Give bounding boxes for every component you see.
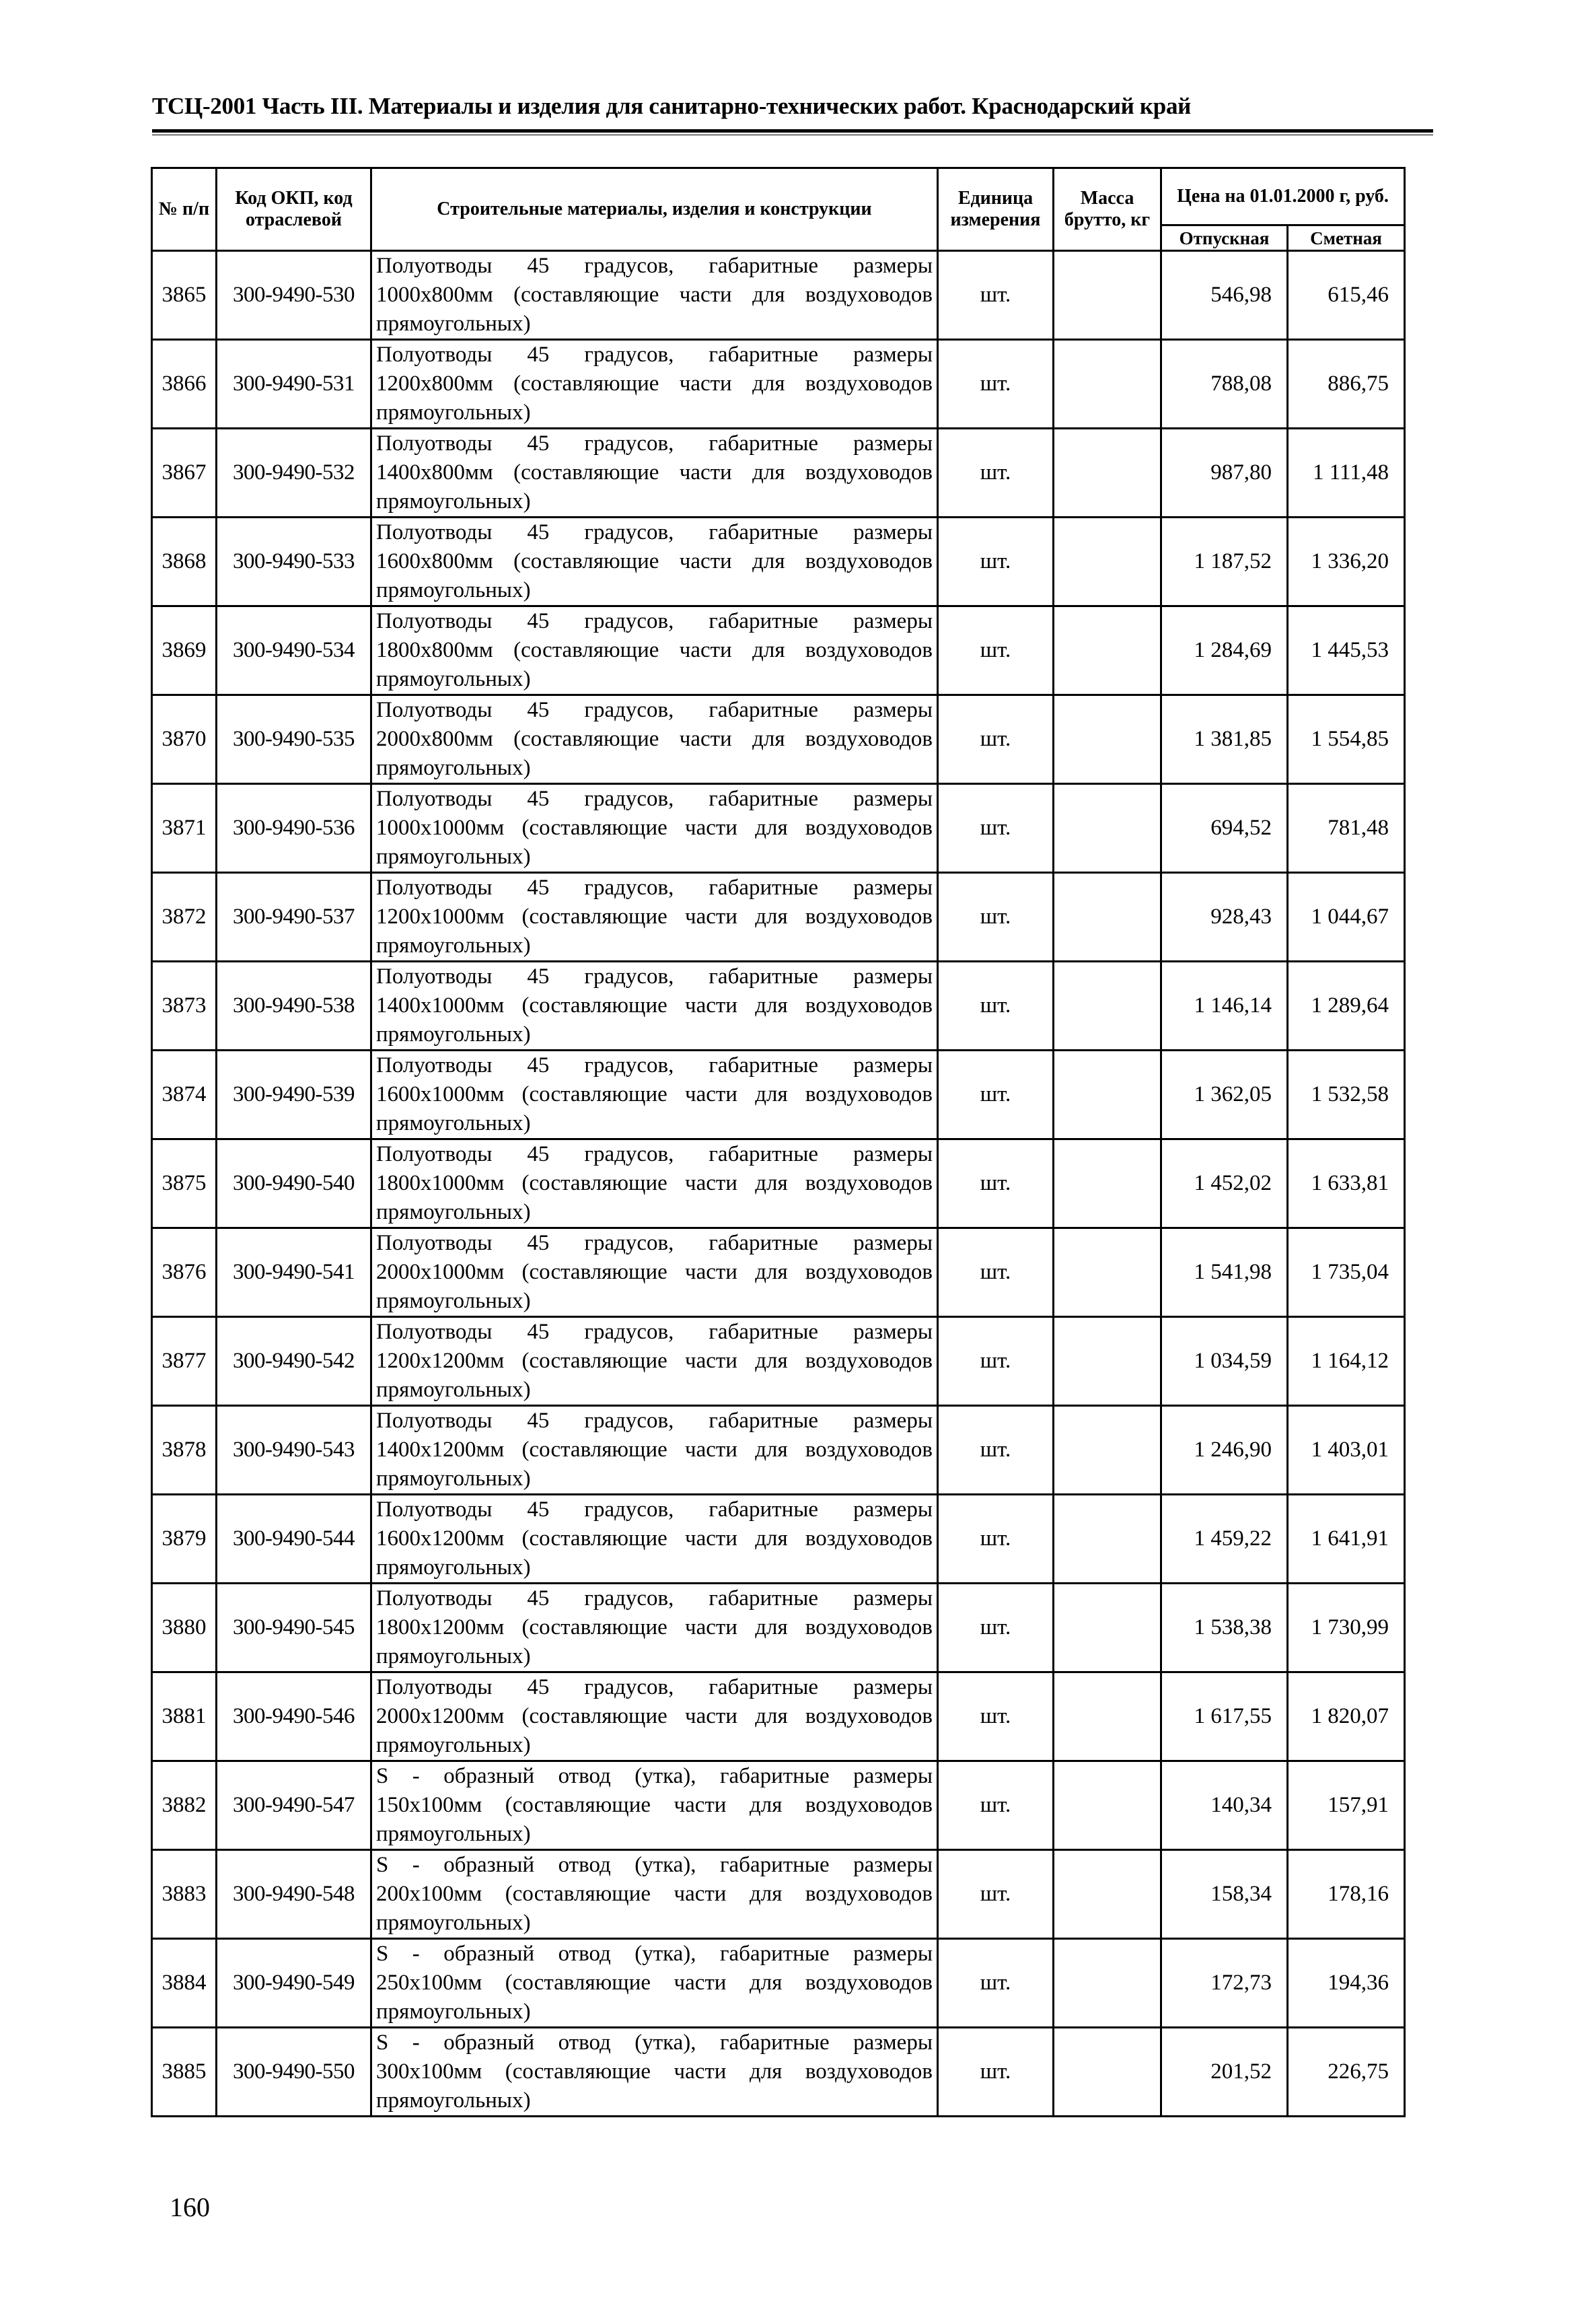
estimate-price: 1 735,04 xyxy=(1288,1228,1405,1317)
unit-of-measure: шт. xyxy=(938,2028,1054,2117)
release-price: 694,52 xyxy=(1161,784,1288,873)
estimate-price: 1 730,99 xyxy=(1288,1584,1405,1672)
row-number: 3883 xyxy=(152,1850,217,1939)
okp-code: 300-9490-539 xyxy=(217,1051,371,1139)
okp-code: 300-9490-549 xyxy=(217,1939,371,2028)
table-row xyxy=(152,1495,1405,1584)
gross-mass xyxy=(1054,962,1161,1051)
release-price: 1 146,14 xyxy=(1161,962,1288,1051)
unit-of-measure: шт. xyxy=(938,429,1054,518)
unit-of-measure: шт. xyxy=(938,962,1054,1051)
gross-mass xyxy=(1054,1406,1161,1495)
table-row xyxy=(152,1850,1405,1939)
release-price: 1 246,90 xyxy=(1161,1406,1288,1495)
row-number: 3875 xyxy=(152,1139,217,1228)
row-number: 3873 xyxy=(152,962,217,1051)
okp-code: 300-9490-536 xyxy=(217,784,371,873)
row-number: 3871 xyxy=(152,784,217,873)
release-price: 201,52 xyxy=(1161,2028,1288,2117)
okp-code: 300-9490-535 xyxy=(217,695,371,784)
release-price: 1 538,38 xyxy=(1161,1584,1288,1672)
release-price: 788,08 xyxy=(1161,340,1288,429)
estimate-price: 781,48 xyxy=(1288,784,1405,873)
table-row xyxy=(152,429,1405,518)
okp-code: 300-9490-548 xyxy=(217,1850,371,1939)
okp-code: 300-9490-530 xyxy=(217,251,371,340)
unit-of-measure: шт. xyxy=(938,1228,1054,1317)
row-number: 3874 xyxy=(152,1051,217,1139)
table-row xyxy=(152,606,1405,695)
gross-mass xyxy=(1054,1672,1161,1761)
item-name: S - образный отвод (утка), габаритные размеры 200х100мм (составляющие части для воздуховодов прямоугольных) xyxy=(371,1850,938,1939)
estimate-price: 1 044,67 xyxy=(1288,873,1405,962)
unit-of-measure: шт. xyxy=(938,340,1054,429)
release-price: 1 541,98 xyxy=(1161,1228,1288,1317)
okp-code: 300-9490-547 xyxy=(217,1761,371,1850)
item-name: Полуотводы 45 градусов, габаритные размеры 1000х1000мм (составляющие части для воздуховодов прямоугольных) xyxy=(371,784,938,873)
table-row xyxy=(152,873,1405,962)
estimate-price: 1 445,53 xyxy=(1288,606,1405,695)
row-number: 3866 xyxy=(152,340,217,429)
table-row xyxy=(152,340,1405,429)
estimate-price: 1 336,20 xyxy=(1288,518,1405,606)
table-row xyxy=(152,1761,1405,1850)
okp-code: 300-9490-531 xyxy=(217,340,371,429)
release-price: 140,34 xyxy=(1161,1761,1288,1850)
table-row xyxy=(152,518,1405,606)
gross-mass xyxy=(1054,1939,1161,2028)
item-name: Полуотводы 45 градусов, габаритные размеры 1600х1000мм (составляющие части для воздуховодов прямоугольных) xyxy=(371,1051,938,1139)
row-number: 3882 xyxy=(152,1761,217,1850)
gross-mass xyxy=(1054,2028,1161,2117)
item-name: Полуотводы 45 градусов, габаритные размеры 1200х800мм (составляющие части для воздуховодов прямоугольных) xyxy=(371,340,938,429)
row-number: 3880 xyxy=(152,1584,217,1672)
okp-code: 300-9490-543 xyxy=(217,1406,371,1495)
unit-of-measure: шт. xyxy=(938,1051,1054,1139)
item-name: Полуотводы 45 градусов, габаритные размеры 1800х1200мм (составляющие части для воздуховодов прямоугольных) xyxy=(371,1584,938,1672)
table-row xyxy=(152,1584,1405,1672)
table-row xyxy=(152,1051,1405,1139)
unit-of-measure: шт. xyxy=(938,1761,1054,1850)
gross-mass xyxy=(1054,340,1161,429)
release-price: 987,80 xyxy=(1161,429,1288,518)
table-row xyxy=(152,1317,1405,1406)
estimate-price: 1 641,91 xyxy=(1288,1495,1405,1584)
release-price: 172,73 xyxy=(1161,1939,1288,2028)
row-number: 3869 xyxy=(152,606,217,695)
gross-mass xyxy=(1054,1317,1161,1406)
gross-mass xyxy=(1054,429,1161,518)
unit-of-measure: шт. xyxy=(938,1584,1054,1672)
table-row xyxy=(152,2028,1405,2117)
release-price: 1 034,59 xyxy=(1161,1317,1288,1406)
release-price: 1 187,52 xyxy=(1161,518,1288,606)
gross-mass xyxy=(1054,606,1161,695)
unit-of-measure: шт. xyxy=(938,1317,1054,1406)
item-name: Полуотводы 45 градусов, габаритные размеры 2000х800мм (составляющие части для воздуховодов прямоугольных) xyxy=(371,695,938,784)
unit-of-measure: шт. xyxy=(938,1939,1054,2028)
item-name: Полуотводы 45 градусов, габаритные размеры 1600х1200мм (составляющие части для воздуховодов прямоугольных) xyxy=(371,1495,938,1584)
item-name: S - образный отвод (утка), габаритные размеры 300х100мм (составляющие части для воздуховодов прямоугольных) xyxy=(371,2028,938,2117)
estimate-price: 1 289,64 xyxy=(1288,962,1405,1051)
table-body xyxy=(152,251,1405,2117)
item-name: Полуотводы 45 градусов, габаритные размеры 1400х800мм (составляющие части для воздуховодов прямоугольных) xyxy=(371,429,938,518)
col-release-price-header: Отпускная xyxy=(1161,225,1288,251)
table-row xyxy=(152,962,1405,1051)
item-name: Полуотводы 45 градусов, габаритные размеры 1200х1200мм (составляющие части для воздуховодов прямоугольных) xyxy=(371,1317,938,1406)
release-price: 1 381,85 xyxy=(1161,695,1288,784)
row-number: 3884 xyxy=(152,1939,217,2028)
row-number: 3872 xyxy=(152,873,217,962)
col-price-group-header: Цена на 01.01.2000 г, руб. xyxy=(1161,168,1405,225)
okp-code: 300-9490-532 xyxy=(217,429,371,518)
gross-mass xyxy=(1054,1850,1161,1939)
item-name: Полуотводы 45 градусов, габаритные размеры 2000х1200мм (составляющие части для воздуховодов прямоугольных) xyxy=(371,1672,938,1761)
row-number: 3877 xyxy=(152,1317,217,1406)
unit-of-measure: шт. xyxy=(938,784,1054,873)
row-number: 3876 xyxy=(152,1228,217,1317)
gross-mass xyxy=(1054,1495,1161,1584)
estimate-price: 1 532,58 xyxy=(1288,1051,1405,1139)
unit-of-measure: шт. xyxy=(938,1672,1054,1761)
table-row xyxy=(152,251,1405,340)
item-name: Полуотводы 45 градусов, габаритные размеры 1800х800мм (составляющие части для воздуховодов прямоугольных) xyxy=(371,606,938,695)
okp-code: 300-9490-542 xyxy=(217,1317,371,1406)
row-number: 3878 xyxy=(152,1406,217,1495)
okp-code: 300-9490-546 xyxy=(217,1672,371,1761)
unit-of-measure: шт. xyxy=(938,1850,1054,1939)
okp-code: 300-9490-550 xyxy=(217,2028,371,2117)
col-estimate-price-header: Сметная xyxy=(1288,225,1405,251)
okp-code: 300-9490-537 xyxy=(217,873,371,962)
row-number: 3867 xyxy=(152,429,217,518)
row-number: 3865 xyxy=(152,251,217,340)
unit-of-measure: шт. xyxy=(938,1495,1054,1584)
release-price: 158,34 xyxy=(1161,1850,1288,1939)
row-number: 3885 xyxy=(152,2028,217,2117)
item-name: Полуотводы 45 градусов, габаритные размеры 1400х1000мм (составляющие части для воздуховодов прямоугольных) xyxy=(371,962,938,1051)
row-number: 3879 xyxy=(152,1495,217,1584)
row-number: 3868 xyxy=(152,518,217,606)
table-row xyxy=(152,784,1405,873)
unit-of-measure: шт. xyxy=(938,251,1054,340)
unit-of-measure: шт. xyxy=(938,606,1054,695)
estimate-price: 886,75 xyxy=(1288,340,1405,429)
unit-of-measure: шт. xyxy=(938,518,1054,606)
gross-mass xyxy=(1054,1139,1161,1228)
unit-of-measure: шт. xyxy=(938,1406,1054,1495)
page-number: 160 xyxy=(170,2192,210,2222)
row-number: 3881 xyxy=(152,1672,217,1761)
okp-code: 300-9490-538 xyxy=(217,962,371,1051)
estimate-price: 1 554,85 xyxy=(1288,695,1405,784)
item-name: Полуотводы 45 градусов, габаритные размеры 1200х1000мм (составляющие части для воздуховодов прямоугольных) xyxy=(371,873,938,962)
release-price: 1 362,05 xyxy=(1161,1051,1288,1139)
estimate-price: 1 820,07 xyxy=(1288,1672,1405,1761)
okp-code: 300-9490-533 xyxy=(217,518,371,606)
item-name: Полуотводы 45 градусов, габаритные размеры 2000х1000мм (составляющие части для воздуховодов прямоугольных) xyxy=(371,1228,938,1317)
release-price: 1 459,22 xyxy=(1161,1495,1288,1584)
unit-of-measure: шт. xyxy=(938,1139,1054,1228)
gross-mass xyxy=(1054,1761,1161,1850)
estimate-price: 226,75 xyxy=(1288,2028,1405,2117)
release-price: 546,98 xyxy=(1161,251,1288,340)
estimate-price: 1 633,81 xyxy=(1288,1139,1405,1228)
release-price: 1 284,69 xyxy=(1161,606,1288,695)
col-code-header: Код ОКП, код отраслевой xyxy=(217,168,371,251)
table-row xyxy=(152,1939,1405,2028)
table-row xyxy=(152,1139,1405,1228)
estimate-price: 178,16 xyxy=(1288,1850,1405,1939)
gross-mass xyxy=(1054,518,1161,606)
col-name-header: Строительные материалы, изделия и конструкции xyxy=(371,168,938,251)
item-name: Полуотводы 45 градусов, габаритные размеры 1400х1200мм (составляющие части для воздуховодов прямоугольных) xyxy=(371,1406,938,1495)
page-header: ТСЦ-2001 Часть III. Материалы и изделия для санитарно-технических работ. Краснодарский край xyxy=(152,93,1192,119)
col-num-header: № п/п xyxy=(152,168,217,251)
gross-mass xyxy=(1054,1584,1161,1672)
estimate-price: 1 164,12 xyxy=(1288,1317,1405,1406)
item-name: S - образный отвод (утка), габаритные размеры 250х100мм (составляющие части для воздуховодов прямоугольных) xyxy=(371,1939,938,2028)
okp-code: 300-9490-540 xyxy=(217,1139,371,1228)
item-name: Полуотводы 45 градусов, габаритные размеры 1800х1000мм (составляющие части для воздуховодов прямоугольных) xyxy=(371,1139,938,1228)
table-row xyxy=(152,1228,1405,1317)
release-price: 1 617,55 xyxy=(1161,1672,1288,1761)
release-price: 928,43 xyxy=(1161,873,1288,962)
unit-of-measure: шт. xyxy=(938,695,1054,784)
estimate-price: 1 111,48 xyxy=(1288,429,1405,518)
table-row xyxy=(152,695,1405,784)
table-row xyxy=(152,1672,1405,1761)
item-name: Полуотводы 45 градусов, габаритные размеры 1600х800мм (составляющие части для воздуховодов прямоугольных) xyxy=(371,518,938,606)
item-name: S - образный отвод (утка), габаритные размеры 150х100мм (составляющие части для воздуховодов прямоугольных) xyxy=(371,1761,938,1850)
gross-mass xyxy=(1054,695,1161,784)
gross-mass xyxy=(1054,873,1161,962)
estimate-price: 194,36 xyxy=(1288,1939,1405,2028)
estimate-price: 157,91 xyxy=(1288,1761,1405,1850)
okp-code: 300-9490-544 xyxy=(217,1495,371,1584)
col-unit-header: Единица измерения xyxy=(938,168,1054,251)
price-table xyxy=(151,167,1406,2117)
gross-mass xyxy=(1054,251,1161,340)
table-row xyxy=(152,1406,1405,1495)
col-mass-header: Масса брутто, кг xyxy=(1054,168,1161,251)
okp-code: 300-9490-534 xyxy=(217,606,371,695)
gross-mass xyxy=(1054,1051,1161,1139)
gross-mass xyxy=(1054,784,1161,873)
unit-of-measure: шт. xyxy=(938,873,1054,962)
row-number: 3870 xyxy=(152,695,217,784)
okp-code: 300-9490-541 xyxy=(217,1228,371,1317)
gross-mass xyxy=(1054,1228,1161,1317)
release-price: 1 452,02 xyxy=(1161,1139,1288,1228)
estimate-price: 1 403,01 xyxy=(1288,1406,1405,1495)
okp-code: 300-9490-545 xyxy=(217,1584,371,1672)
header-rule xyxy=(152,129,1433,133)
item-name: Полуотводы 45 градусов, габаритные размеры 1000х800мм (составляющие части для воздуховодов прямоугольных) xyxy=(371,251,938,340)
estimate-price: 615,46 xyxy=(1288,251,1405,340)
